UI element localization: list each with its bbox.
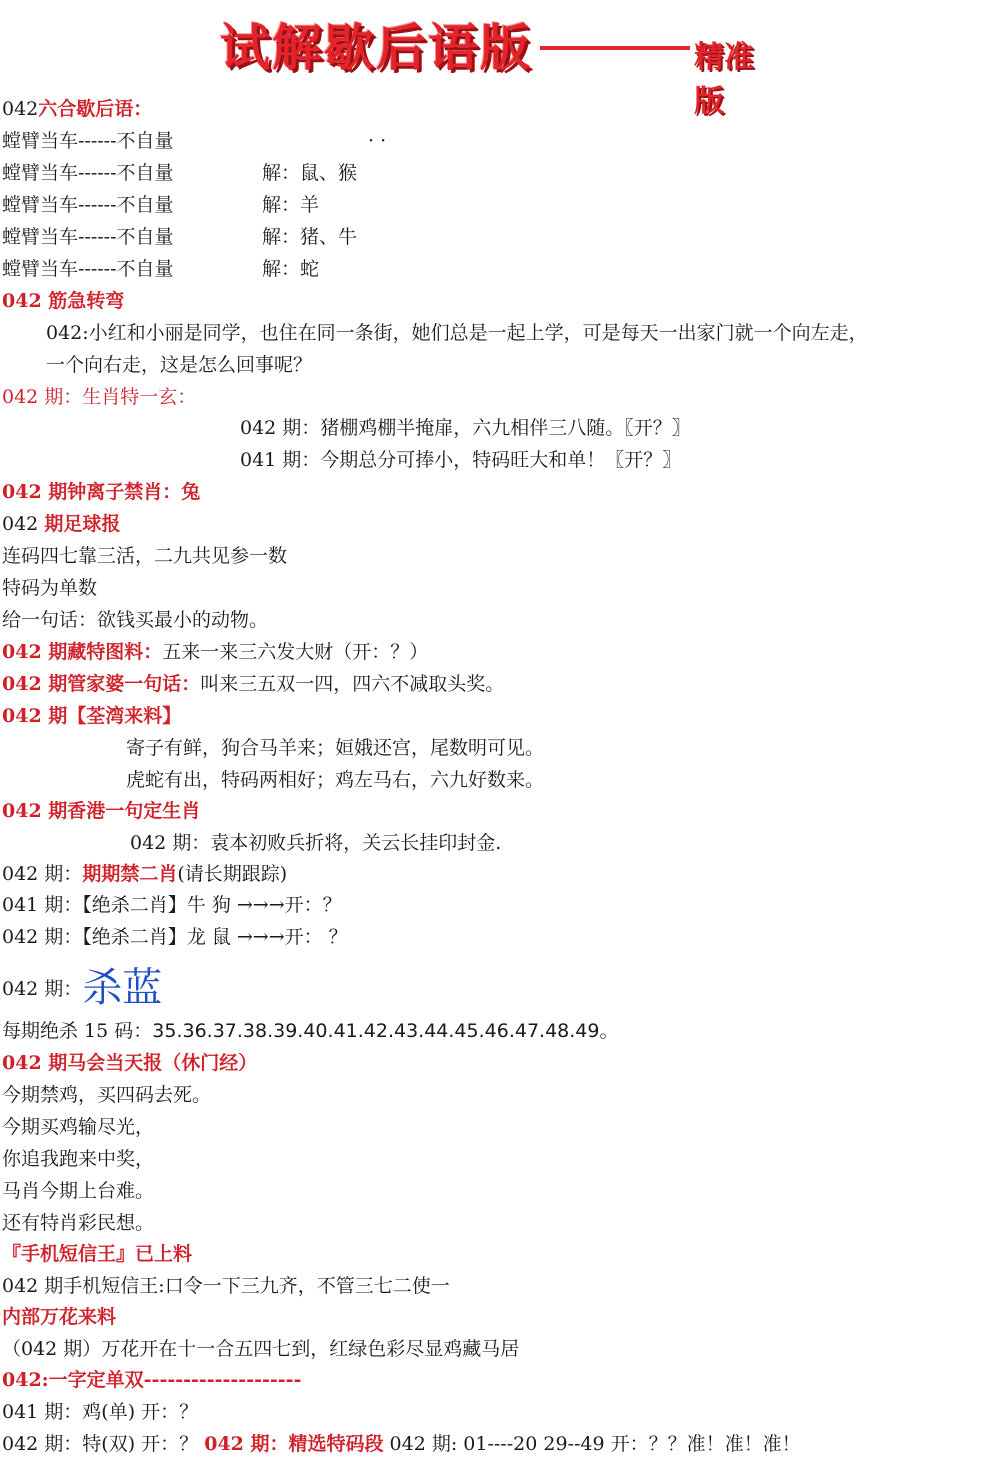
- section-11: [2, 965, 163, 1011]
- section-1-heading: [2, 96, 152, 122]
- kill-color-value: 杀蓝: [82, 965, 163, 1011]
- banner-dashes: [540, 46, 690, 50]
- proverb-row: [2, 160, 174, 186]
- kill-numbers-label: 每期绝杀 15 码：: [2, 1020, 153, 1042]
- football-line: 给一句话：欲钱买最小的动物。: [2, 609, 269, 631]
- tsuen-wan-line-2: 虎蛇有出，特码两相好；鸡左马右，六九好数来。: [126, 769, 545, 791]
- section-5-heading-num: 042: [2, 513, 39, 535]
- section-7-heading: 042 期管家婆一句话：: [2, 673, 201, 695]
- section-6-heading: 042 期藏特图料：: [2, 641, 163, 663]
- proverb-text: 螳臂当车------不自量: [2, 226, 174, 248]
- horse-line: 今期买鸡输尽光，: [2, 1116, 155, 1138]
- sms-line: 042 期手机短信王:口令一下三九齐，不管三七二使一: [2, 1275, 450, 1297]
- proverb-row: [2, 128, 174, 154]
- football-line: 连码四七靠三活，二九共见参一数: [2, 545, 288, 567]
- odd-even-row-1: 041 期：鸡(单) 开：？: [2, 1401, 199, 1423]
- proverb-text: 螳臂当车------不自量: [2, 194, 174, 216]
- section-6-text: 五来一来三六发大财（开：？）: [162, 641, 429, 663]
- horse-line: 今期禁鸡，买四码去死。: [2, 1084, 212, 1106]
- proverb-answer: 解：鼠、猴: [262, 162, 358, 184]
- section-10-heading-num: 042 期：: [2, 863, 83, 885]
- banner-subtitle: 精准版: [694, 40, 754, 119]
- proverb-answer: 解：猪、牛: [262, 226, 358, 248]
- proverb-row: [2, 192, 174, 218]
- proverb-answer: 解：羊: [262, 194, 320, 216]
- special-range-text: 042 期: 01----20 29--49 开：？？准！准！准！: [389, 1433, 801, 1455]
- section-7-text: 叫来三五双一四，四六不减取头奖。: [200, 673, 505, 695]
- riddle-line-1: 042:小红和小丽是同学，也住在同一条街，她们总是一起上学，可是每天一出家门就一个向左走，: [46, 322, 868, 344]
- banner-title: 试解歇后语版: [220, 19, 532, 77]
- section-12-heading: 042 期马会当天报（休门经）: [2, 1052, 258, 1074]
- kill-numbers-row: [2, 1018, 618, 1044]
- proverb-answer: 解：蛇: [262, 258, 320, 280]
- tsuen-wan-line-1: 寄子有鲜，狗合马羊来；姮娥还宫，尾数明可见。: [126, 737, 545, 759]
- proverb-text: 螳臂当车------不自量: [2, 130, 174, 152]
- section-5-heading-label: 期足球报: [44, 513, 121, 535]
- odd-even-row-2: [2, 1431, 801, 1457]
- hk-line: 042 期：袁本初败兵折将，关云长挂印封金.: [130, 832, 502, 854]
- section-14-heading: 内部万花来料: [2, 1306, 117, 1328]
- section-15-heading: 042:一字定单双--------------------: [2, 1369, 302, 1391]
- horse-line: 马肖今期上台难。: [2, 1180, 155, 1202]
- proverb-answer: · ·: [368, 130, 387, 152]
- football-line: 特码为单数: [2, 577, 98, 599]
- banner: [220, 8, 780, 119]
- horse-line: 你追我跑来中奖，: [2, 1148, 155, 1170]
- section-3-heading: 042 期：生肖特一玄：: [2, 386, 197, 408]
- section-13-heading: 『手机短信王』已上料: [2, 1243, 193, 1265]
- section-5-heading: [2, 511, 120, 537]
- proverb-row: [2, 224, 174, 250]
- kill-two-row-2: 042 期：【绝杀二肖】龙 鼠 →→→开： ？: [2, 926, 348, 948]
- special-range-heading: 042 期：精选特码段: [204, 1433, 384, 1455]
- zodiac-line-2: 041 期：今期总分可捧小，特码旺大和单！〖开？〗: [240, 449, 682, 471]
- section-4-heading: 042 期钟离子禁肖：兔: [2, 481, 201, 503]
- section-10-heading: [2, 861, 287, 887]
- kill-color-label: 042 期：: [2, 978, 83, 1000]
- section-1-heading-num: 042: [2, 98, 39, 120]
- section-8-heading: 042 期【荃湾来料】: [2, 705, 182, 727]
- section-1-heading-label: 六合歇后语：: [38, 98, 153, 120]
- section-7: [2, 671, 504, 697]
- riddle-line-2: 一个向右走，这是怎么回事呢？: [46, 354, 313, 376]
- kill-two-row-1: 041 期：【绝杀二肖】牛 狗 →→→开：？: [2, 894, 342, 916]
- kill-numbers: 35.36.37.38.39.40.41.42.43.44.45.46.47.48.49。: [152, 1020, 619, 1042]
- odd-even-row-2-left: 042 期：特(双) 开：？: [2, 1433, 199, 1455]
- section-10-heading-label: 期期禁二肖: [82, 863, 178, 885]
- proverb-row: [2, 256, 174, 282]
- horse-line: 还有特肖彩民想。: [2, 1212, 155, 1234]
- proverb-text: 螳臂当车------不自量: [2, 162, 174, 184]
- zodiac-line-1: 042 期：猪棚鸡棚半掩扉，六九相伴三八随。〖开？〗: [240, 417, 691, 439]
- section-9-heading: 042 期香港一句定生肖: [2, 800, 201, 822]
- proverb-text: 螳臂当车------不自量: [2, 258, 174, 280]
- section-6: [2, 639, 428, 665]
- section-10-heading-note: (请长期跟踪): [177, 863, 288, 885]
- section-2-heading: 042 筋急转弯: [2, 290, 125, 312]
- wanhua-line: （042 期）万花开在十一合五四七到，红绿色彩尽显鸡藏马居: [2, 1338, 520, 1360]
